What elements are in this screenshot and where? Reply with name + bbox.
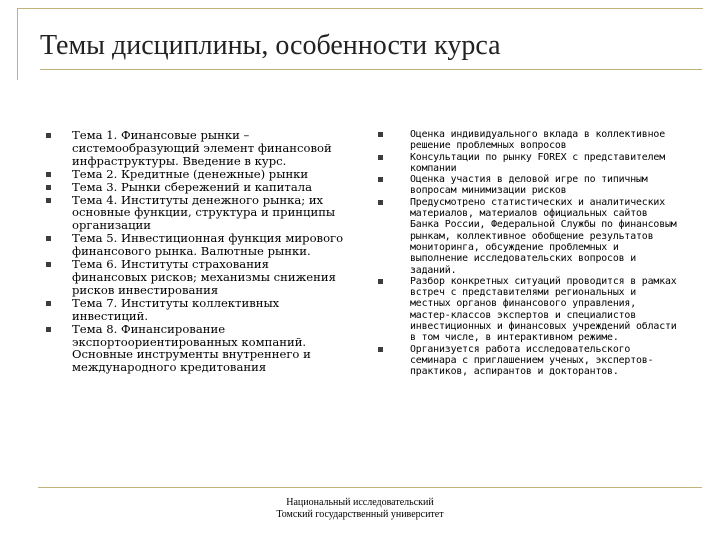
square-bullet-icon [378, 279, 383, 284]
course-features-list [378, 129, 682, 378]
slide-title: Темы дисциплины, особенности курса [40, 30, 501, 61]
footer-line-2: Томский государственный университет [276, 509, 444, 520]
square-bullet-icon [378, 155, 383, 160]
list-item [46, 258, 346, 297]
topics-list [46, 129, 346, 374]
square-bullet-icon [46, 172, 51, 177]
topic-text: Тема 6. Институты страхования финансовых рисков; механизмы снижения рисков инвестирования [72, 257, 336, 297]
list-item [378, 276, 682, 344]
square-bullet-icon [46, 301, 51, 306]
list-item [46, 323, 346, 375]
square-bullet-icon [378, 200, 383, 205]
topic-text: Тема 4. Институты денежного рынка; их основные функции, структура и принципы организации [72, 192, 336, 233]
title-divider [40, 69, 702, 70]
topic-text: Тема 7. Институты коллективных инвестиций. [72, 295, 280, 323]
feature-text: Предусмотрено статистических и аналитических материалов, материалов официальных сайтов Банка России, Федеральной Службы по финансовым рынкам, коллективное обобщение результатов мониторинга, обсуждение проблемных и выполнение исследовательских вопросов и заданий. [410, 196, 677, 276]
list-item [378, 152, 682, 175]
feature-text: Оценка индивидуального вклада в коллективное решение проблемных вопросов [410, 129, 665, 152]
feature-text: Разбор конкретных ситуаций проводится в рамках встреч с представителями региональных и местных органов финансового управления, мастер-классов экспертов и специалистов инвестиционных и финансовых учреждений области в том числе, в интерактивном режиме. [410, 275, 677, 344]
footer-line-1: Национальный исследовательский [286, 497, 434, 508]
list-item [378, 174, 682, 197]
square-bullet-icon [378, 132, 383, 137]
topic-text: Тема 2. Кредитные (денежные) рынки [72, 166, 309, 181]
list-item [46, 129, 346, 168]
list-item [46, 297, 346, 323]
list-item [46, 232, 346, 258]
feature-text: Оценка участия в деловой игре по типичным вопросам минимизации рисков [410, 174, 648, 197]
square-bullet-icon [46, 236, 51, 241]
square-bullet-icon [378, 177, 383, 182]
frame-top-line [17, 8, 703, 9]
topic-text: Тема 8. Финансирование экспортоориентированных компаний. Основные инструменты внутреннего и международного кредитования [72, 321, 311, 375]
list-item [378, 344, 682, 378]
topic-text: Тема 1. Финансовые рынки – системообразующий элемент финансовой инфраструктуры. Введение в курс. [72, 128, 332, 168]
square-bullet-icon [46, 327, 51, 332]
square-bullet-icon [46, 185, 51, 190]
feature-text: Организуется работа исследовательского семинара с приглашением ученых, экспертов-практиков, аспирантов и докторантов. [410, 343, 654, 378]
topic-text: Тема 5. Инвестиционная функция мирового финансового рынка. Валютные рынки. [72, 231, 344, 259]
footer-institution [0, 497, 720, 521]
square-bullet-icon [378, 347, 383, 352]
square-bullet-icon [46, 262, 51, 267]
list-item [378, 129, 682, 152]
feature-text: Консультации по рынку FOREX с представителем компании [410, 151, 665, 174]
list-item [378, 197, 682, 276]
square-bullet-icon [46, 133, 51, 138]
list-item [46, 194, 346, 233]
footer-divider [38, 487, 702, 488]
square-bullet-icon [46, 198, 51, 203]
frame-left-line [17, 8, 18, 80]
topic-text: Тема 3. Рынки сбережений и капитала [72, 179, 313, 194]
